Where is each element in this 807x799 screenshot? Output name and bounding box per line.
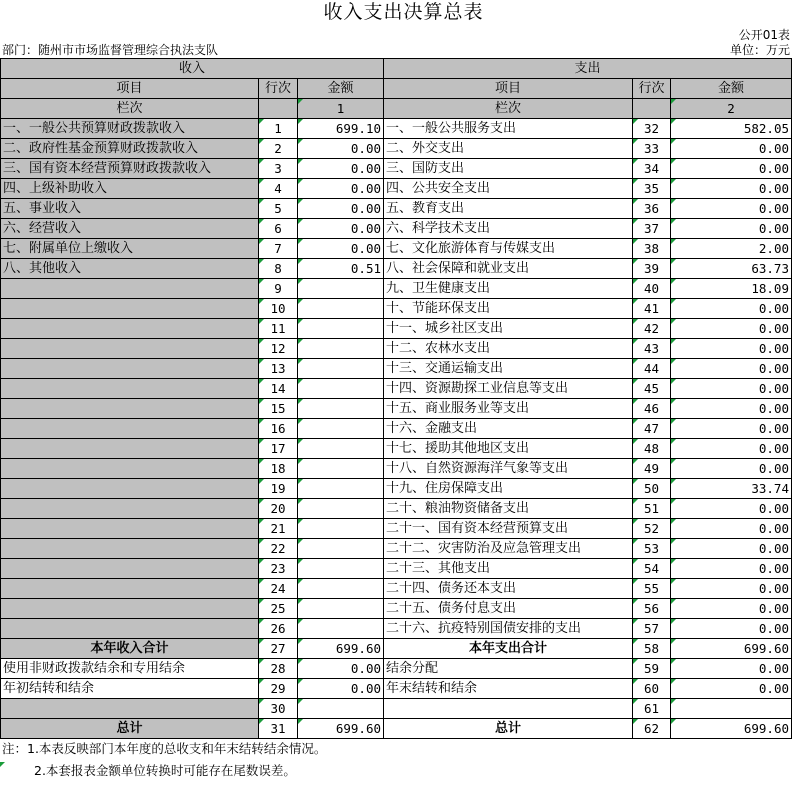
income-line-cell: 24 [259,579,298,599]
expense-amount-cell: 0.00 [671,179,792,199]
income-item-cell: 四、上级补助收入 [0,179,259,199]
income-item-cell [0,499,259,519]
expense-amount-cell: 0.00 [671,439,792,459]
expense-amount-cell: 0.00 [671,199,792,219]
income-line-cell: 5 [259,199,298,219]
expense-line-cell: 43 [633,339,671,359]
expense-item-cell: 四、公共安全支出 [384,179,633,199]
expense-line-cell: 41 [633,299,671,319]
expense-amount-cell: 0.00 [671,539,792,559]
income-line-cell: 26 [259,619,298,639]
expense-item-cell: 二十三、其他支出 [384,559,633,579]
table-row [0,319,792,339]
income-amount-cell [298,419,384,439]
expense-line-cell: 33 [633,139,671,159]
expense-item-cell: 十二、农林水支出 [384,339,633,359]
expense-item-cell: 六、科学技术支出 [384,219,633,239]
expense-line-cell: 59 [633,659,671,679]
expense-amount-cell: 0.00 [671,499,792,519]
expense-amount-cell: 0.00 [671,419,792,439]
expense-line-cell: 52 [633,519,671,539]
table-row [0,279,792,299]
income-line-cell: 9 [259,279,298,299]
expense-line-cell: 53 [633,539,671,559]
income-line-cell: 23 [259,559,298,579]
expense-amount-cell: 0.00 [671,599,792,619]
table-row [0,679,792,699]
expense-amount-cell: 0.00 [671,319,792,339]
income-amount-cell: 0.00 [298,199,384,219]
expense-amount-cell: 0.00 [671,619,792,639]
income-item-header: 项目 [0,79,259,99]
expense-item-cell: 总计 [384,719,633,739]
income-amount-cell [298,599,384,619]
income-amount-cell: 699.10 [298,119,384,139]
table-row [0,219,792,239]
expense-amount-cell: 582.05 [671,119,792,139]
income-item-cell: 三、国有资本经营预算财政拨款收入 [0,159,259,179]
income-item-cell [0,599,259,619]
income-amount-header: 金额 [298,79,384,99]
table-row [0,579,792,599]
income-line-cell: 13 [259,359,298,379]
expense-item-cell: 一、一般公共服务支出 [384,119,633,139]
expense-line-cell: 32 [633,119,671,139]
expense-line-cell: 36 [633,199,671,219]
income-item-cell [0,279,259,299]
income-line-cell: 15 [259,399,298,419]
expense-amount-cell: 0.00 [671,659,792,679]
table-row [0,259,792,279]
expense-line-cell: 62 [633,719,671,739]
expense-line-cell: 38 [633,239,671,259]
income-line-cell: 2 [259,139,298,159]
expense-line-cell: 44 [633,359,671,379]
table-row [0,399,792,419]
income-section-header: 收入 [0,59,384,79]
table-row [0,119,792,139]
table-row [0,379,792,399]
expense-line-cell: 57 [633,619,671,639]
table-row [0,359,792,379]
income-line-cell: 8 [259,259,298,279]
expense-item-cell: 十六、金融支出 [384,419,633,439]
table-row [0,479,792,499]
expense-col-label: 栏次 [384,99,633,119]
income-amount-cell [298,559,384,579]
expense-line-header: 行次 [633,79,671,99]
income-amount-cell: 0.00 [298,179,384,199]
income-amount-cell [298,519,384,539]
summary-table [0,58,792,739]
income-amount-cell [298,619,384,639]
report-title: 收入支出决算总表 [323,1,484,23]
expense-amount-cell: 0.00 [671,339,792,359]
expense-amount-cell: 0.00 [671,219,792,239]
table-row [0,459,792,479]
expense-item-cell: 二十、粮油物资储备支出 [384,499,633,519]
expense-line-cell: 34 [633,159,671,179]
expense-item-cell: 十九、住房保障支出 [384,479,633,499]
expense-amount-cell: 699.60 [671,639,792,659]
table-row [0,419,792,439]
income-line-cell: 1 [259,119,298,139]
income-amount-cell [298,299,384,319]
table-body [0,119,792,739]
income-amount-cell: 699.60 [298,639,384,659]
expense-item-cell: 十七、援助其他地区支出 [384,439,633,459]
expense-item-cell: 结余分配 [384,659,633,679]
income-amount-cell [298,399,384,419]
expense-line-cell: 35 [633,179,671,199]
income-item-cell [0,299,259,319]
expense-line-cell: 49 [633,459,671,479]
table-row [0,499,792,519]
income-amount-cell [298,459,384,479]
table-row [0,559,792,579]
expense-item-cell: 年末结转和结余 [384,679,633,699]
expense-line-cell: 60 [633,679,671,699]
table-row [0,619,792,639]
expense-item-cell: 十五、商业服务业等支出 [384,399,633,419]
expense-col-line-blank [633,99,671,119]
expense-line-cell: 51 [633,499,671,519]
income-amount-cell: 0.00 [298,239,384,259]
income-amount-cell: 699.60 [298,719,384,739]
expense-line-cell: 40 [633,279,671,299]
income-line-cell: 4 [259,179,298,199]
expense-amount-cell: 0.00 [671,679,792,699]
expense-line-cell: 47 [633,419,671,439]
income-line-cell: 16 [259,419,298,439]
income-amount-cell [298,579,384,599]
expense-col-index: 2 [671,99,792,119]
expense-item-cell: 三、国防支出 [384,159,633,179]
income-line-cell: 19 [259,479,298,499]
income-item-cell [0,399,259,419]
expense-line-cell: 61 [633,699,671,719]
expense-amount-cell: 0.00 [671,399,792,419]
income-item-cell: 本年收入合计 [0,639,259,659]
expense-amount-cell: 0.00 [671,139,792,159]
income-amount-cell [298,319,384,339]
income-line-cell: 7 [259,239,298,259]
income-amount-cell [298,379,384,399]
income-line-cell: 6 [259,219,298,239]
income-line-cell: 10 [259,299,298,319]
income-line-cell: 17 [259,439,298,459]
expense-item-cell: 十一、城乡社区支出 [384,319,633,339]
expense-line-cell: 48 [633,439,671,459]
income-line-cell: 28 [259,659,298,679]
income-line-cell: 3 [259,159,298,179]
expense-amount-cell: 18.09 [671,279,792,299]
income-item-cell [0,539,259,559]
table-row [0,699,792,719]
income-line-cell: 11 [259,319,298,339]
table-row [0,299,792,319]
income-item-cell: 六、经营收入 [0,219,259,239]
income-item-cell [0,459,259,479]
income-item-cell [0,579,259,599]
expense-line-cell: 45 [633,379,671,399]
income-item-cell [0,319,259,339]
income-item-cell: 总计 [0,719,259,739]
section-header-row [0,58,792,79]
expense-line-cell: 55 [633,579,671,599]
income-amount-cell [298,499,384,519]
income-amount-cell: 0.00 [298,659,384,679]
expense-item-cell: 二十六、抗疫特别国债安排的支出 [384,619,633,639]
expense-line-cell: 50 [633,479,671,499]
expense-amount-cell: 0.00 [671,579,792,599]
expense-item-cell: 二十一、国有资本经营预算支出 [384,519,633,539]
expense-amount-cell: 0.00 [671,159,792,179]
expense-line-cell: 58 [633,639,671,659]
income-item-cell [0,419,259,439]
expense-amount-cell: 0.00 [671,519,792,539]
expense-amount-cell: 0.00 [671,299,792,319]
expense-amount-cell: 699.60 [671,719,792,739]
income-amount-cell: 0.00 [298,219,384,239]
expense-line-cell: 37 [633,219,671,239]
income-item-cell [0,479,259,499]
income-line-header: 行次 [259,79,298,99]
form-number: 公开01表 [738,28,790,42]
expense-amount-cell [671,699,792,719]
income-line-cell: 12 [259,339,298,359]
expense-item-cell: 十八、自然资源海洋气象等支出 [384,459,633,479]
income-line-cell: 14 [259,379,298,399]
expense-amount-cell: 0.00 [671,359,792,379]
expense-item-cell: 二十五、债务付息支出 [384,599,633,619]
income-item-cell: 一、一般公共预算财政拨款收入 [0,119,259,139]
expense-line-cell: 56 [633,599,671,619]
note-1: 注：1.本表反映部门本年度的总收支和年末结转结余情况。 [2,741,327,756]
expense-item-cell: 七、文化旅游体育与传媒支出 [384,239,633,259]
expense-line-cell: 46 [633,399,671,419]
income-item-cell: 七、附属单位上缴收入 [0,239,259,259]
income-item-cell: 八、其他收入 [0,259,259,279]
expense-item-cell: 十、节能环保支出 [384,299,633,319]
expense-item-cell: 八、社会保障和就业支出 [384,259,633,279]
income-item-cell [0,439,259,459]
expense-item-cell [384,699,633,719]
unit-label: 单位：万元 [729,43,790,57]
expense-amount-cell: 33.74 [671,479,792,499]
income-line-cell: 25 [259,599,298,619]
table-row [0,239,792,259]
income-line-cell: 18 [259,459,298,479]
note-2: 2.本套报表金额单位转换时可能存在尾数误差。 [34,763,296,778]
income-line-cell: 22 [259,539,298,559]
expense-line-cell: 39 [633,259,671,279]
table-row [0,339,792,359]
income-item-cell [0,379,259,399]
expense-item-cell: 二、外交支出 [384,139,633,159]
table-row [0,439,792,459]
expense-item-cell: 九、卫生健康支出 [384,279,633,299]
department-label: 部门：随州市市场监督管理综合执法支队 [2,43,219,57]
expense-item-cell: 十三、交通运输支出 [384,359,633,379]
income-item-cell [0,359,259,379]
table-row [0,539,792,559]
table-row [0,659,792,679]
income-amount-cell: 0.51 [298,259,384,279]
column-index-row [0,99,792,119]
income-item-cell: 五、事业收入 [0,199,259,219]
income-line-cell: 21 [259,519,298,539]
income-amount-cell [298,439,384,459]
income-line-cell: 30 [259,699,298,719]
expense-amount-cell: 0.00 [671,559,792,579]
table-row [0,639,792,659]
expense-amount-header: 金额 [671,79,792,99]
table-row [0,519,792,539]
income-col-label: 栏次 [0,99,259,119]
comment-marker-icon [0,762,5,767]
income-item-cell [0,339,259,359]
expense-line-cell: 42 [633,319,671,339]
expense-line-cell: 54 [633,559,671,579]
income-item-cell [0,559,259,579]
income-line-cell: 31 [259,719,298,739]
income-amount-cell [298,539,384,559]
income-col-line-blank [259,99,298,119]
table-row [0,199,792,219]
income-item-cell [0,519,259,539]
income-line-cell: 29 [259,679,298,699]
income-amount-cell [298,479,384,499]
expense-item-cell: 二十四、债务还本支出 [384,579,633,599]
expense-item-cell: 十四、资源勘探工业信息等支出 [384,379,633,399]
table-row [0,139,792,159]
income-item-cell: 使用非财政拨款结余和专用结余 [0,659,259,679]
income-amount-cell [298,359,384,379]
expense-section-header: 支出 [384,59,792,79]
income-item-cell: 二、政府性基金预算财政拨款收入 [0,139,259,159]
expense-amount-cell: 0.00 [671,379,792,399]
table-row [0,179,792,199]
income-col-index: 1 [298,99,384,119]
income-item-cell: 年初结转和结余 [0,679,259,699]
table-row [0,599,792,619]
expense-amount-cell: 0.00 [671,459,792,479]
income-amount-cell [298,279,384,299]
income-line-cell: 27 [259,639,298,659]
income-item-cell [0,619,259,639]
expense-item-header: 项目 [384,79,633,99]
income-amount-cell: 0.00 [298,139,384,159]
income-amount-cell [298,699,384,719]
income-line-cell: 20 [259,499,298,519]
income-amount-cell: 0.00 [298,679,384,699]
expense-amount-cell: 2.00 [671,239,792,259]
table-row [0,159,792,179]
expense-amount-cell: 63.73 [671,259,792,279]
table-row [0,719,792,739]
expense-item-cell: 五、教育支出 [384,199,633,219]
income-item-cell [0,699,259,719]
column-header-row [0,79,792,99]
income-amount-cell [298,339,384,359]
income-amount-cell: 0.00 [298,159,384,179]
expense-item-cell: 本年支出合计 [384,639,633,659]
expense-item-cell: 二十二、灾害防治及应急管理支出 [384,539,633,559]
